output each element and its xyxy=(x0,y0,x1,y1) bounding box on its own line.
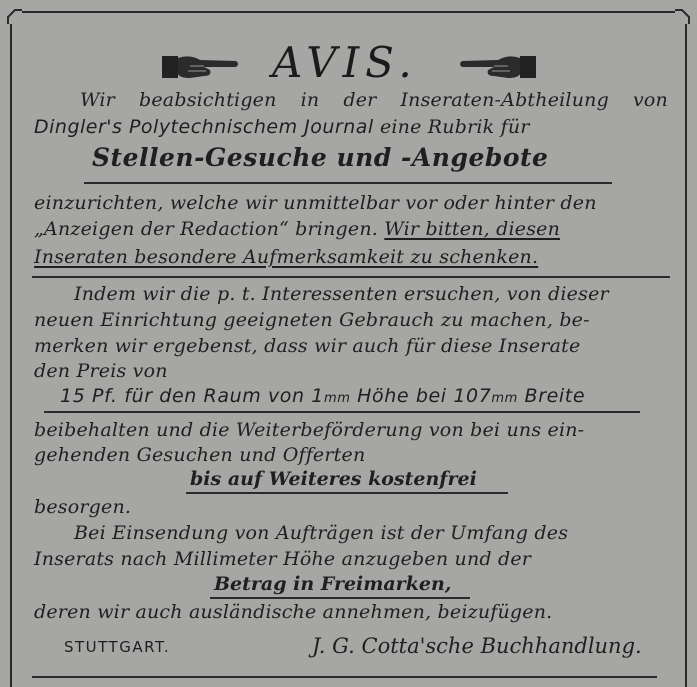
word: der xyxy=(343,89,377,111)
p3-line-4: den Preis von xyxy=(34,360,168,382)
price-part: Höhe bei 107 xyxy=(350,385,492,407)
free-notice-underline xyxy=(186,492,508,494)
payment-notice: Betrag in Freimarken, xyxy=(214,573,452,595)
section-heading: Stellen-Gesuche und -Angebote xyxy=(92,143,549,172)
separator-rule xyxy=(32,276,670,278)
p2-line-1: einzurichten, welche wir unmittelbar vor oder hinter den xyxy=(34,192,597,214)
p4-line-1: beibehalten und die Weiterbeförderung von bei uns ein- xyxy=(34,419,585,441)
price-unit: mm xyxy=(491,391,518,406)
p3-line-1: Indem wir die p. t. Interessenten ersuchen, von dieser xyxy=(74,283,609,305)
price-unit: mm xyxy=(324,391,351,406)
p2-line-3: Inseraten besondere Aufmerksamkeit zu schenken. xyxy=(34,246,539,268)
payment-notice-underline xyxy=(210,597,470,599)
p5-line-2: Inserats nach Millimeter Höhe anzugeben und der xyxy=(34,548,532,570)
corner-ornament-left xyxy=(6,8,24,26)
heading-underline xyxy=(84,182,612,184)
frame-left-rule xyxy=(10,24,12,687)
frame-bottom-rule xyxy=(32,676,657,678)
price-line xyxy=(60,385,585,407)
pointing-hand-right-icon xyxy=(160,52,240,82)
journal-name: Dingler's Polytechnischem Journal xyxy=(34,116,374,138)
page-title: AVIS. xyxy=(272,38,418,87)
p5-line-1: Bei Einsendung von Aufträgen ist der Umfang des xyxy=(74,522,569,544)
pointing-hand-left-icon xyxy=(458,52,538,82)
p4-line-2: gehenden Gesuchen und Offerten xyxy=(34,444,366,466)
word: Wir xyxy=(80,89,115,111)
footer-publisher: J. G. Cotta'sche Buchhandlung. xyxy=(312,634,642,658)
word: beabsichtigen xyxy=(139,89,277,111)
footer-place: STUTTGART. xyxy=(64,638,171,656)
p4-line-3: besorgen. xyxy=(34,496,132,518)
p3-line-2: neuen Einrichtung geeigneten Gebrauch zu machen, be- xyxy=(34,309,590,331)
p2-line-2-underlined: Wir bitten, diesen xyxy=(384,218,561,240)
corner-ornament-right xyxy=(673,8,691,26)
p3-line-3: merken wir ergebenst, dass wir auch für diese Inserate xyxy=(34,335,581,357)
intro-line-1 xyxy=(80,89,668,111)
p2-line-2-start: „Anzeigen der Redaction“ bringen. xyxy=(34,218,379,240)
intro-line-2 xyxy=(34,116,530,138)
p5-line-3: deren wir auch ausländische annehmen, beizufügen. xyxy=(34,601,553,623)
frame-right-rule xyxy=(685,24,687,687)
price-part: 15 Pf. für den Raum von 1 xyxy=(60,385,324,407)
intro-line-2-tail: eine Rubrik für xyxy=(379,116,530,138)
word: von xyxy=(632,89,668,111)
word: in xyxy=(300,89,320,111)
free-notice: bis auf Weiteres kostenfrei xyxy=(190,468,477,490)
word: Inseraten-Abtheilung xyxy=(400,89,609,111)
p2-line-2 xyxy=(34,218,560,240)
price-underline xyxy=(44,411,640,413)
frame-top-rule xyxy=(22,11,675,13)
price-part: Breite xyxy=(517,385,586,407)
